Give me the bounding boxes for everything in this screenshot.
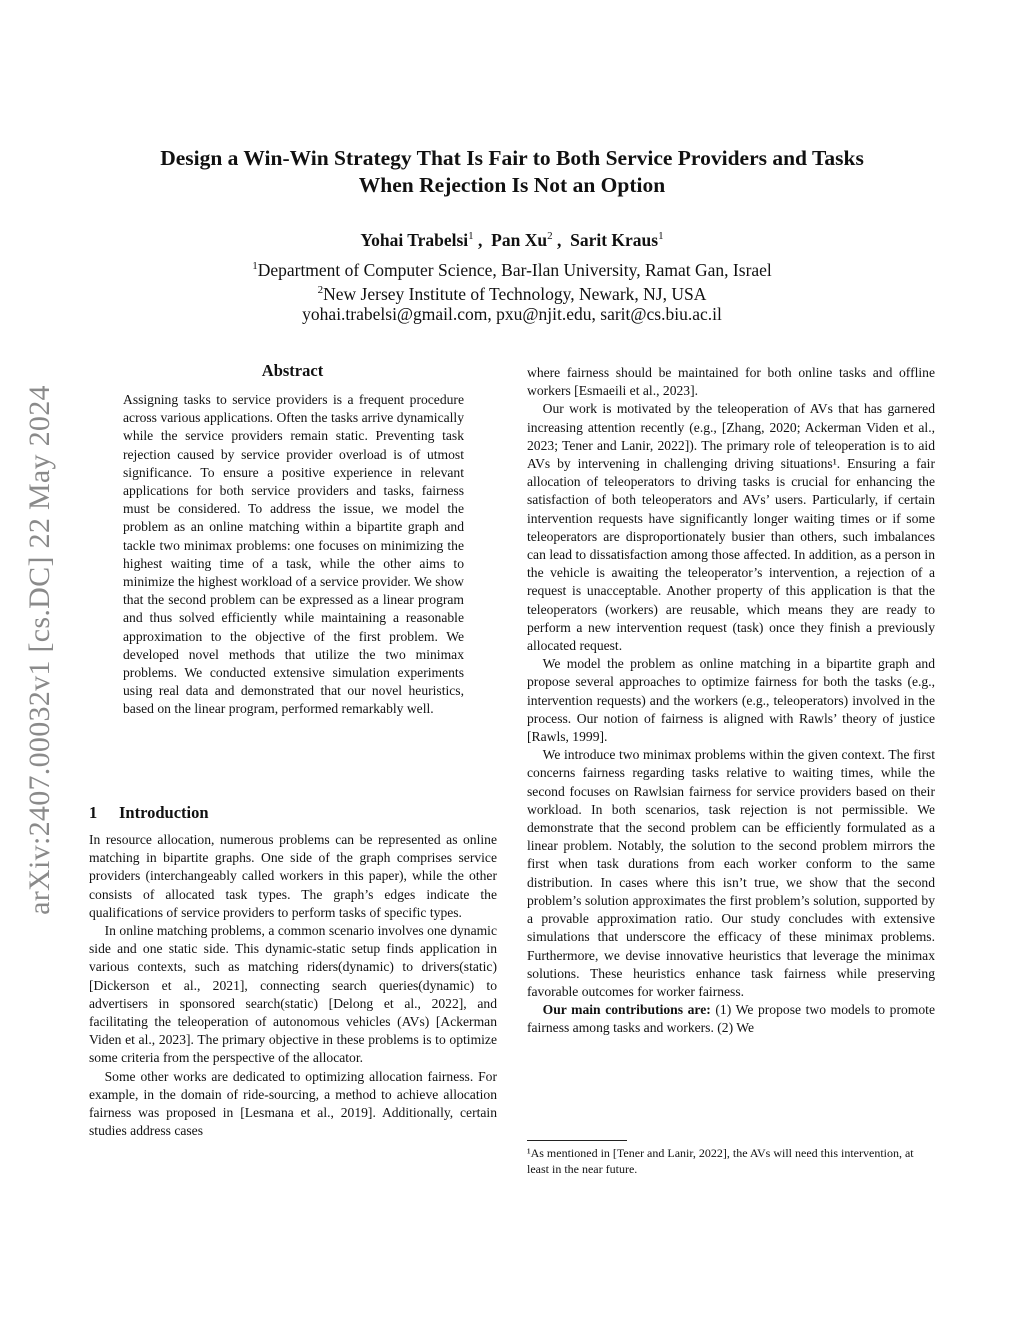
author-name: Pan Xu (491, 229, 548, 250)
abstract-heading: Abstract (261, 361, 324, 380)
title-line-2: When Rejection Is Not an Option (358, 173, 666, 197)
intro-paragraph-3: Some other works are dedicated to optimizing allocation fairness. For example, in the domain of ride-sourcing, a method to achieve allocation fairness was proposed in [Lesmana et al., 2019]. Additionally, certain studies address cases (89, 1068, 497, 1139)
right-paragraph-model: We model the problem as online matching in a bipartite graph and propose several approaches to optimize fairness for both the tasks (e.g., intervention requests) and the workers (e.g., teleoperators) involved in the process. Our notion of fairness is aligned with Rawls’ theory of justice [Rawls, 1999]. (527, 656, 935, 745)
footnote: ¹As mentioned in [Tener and Lanir, 2022], the AVs will need this intervention, at least in the near future. (527, 1146, 914, 1176)
author-list: Yohai Trabelsi$^1$ , Pan Xu$^2$ , Sarit Kraus$^1$ (360, 229, 664, 250)
contributions-text: (1) We propose two models to promote fairness among tasks and workers. (2) We (527, 1002, 935, 1036)
author-affil-mark: 1 (658, 230, 664, 242)
affiliation-mark: 1 (252, 260, 258, 272)
contributions-lead: Our main contributions are: (542, 1002, 711, 1018)
paper-title (100, 145, 924, 199)
right-paragraph-continuation: where fairness should be maintained for both online tasks and offline workers [Esmaeili et al., 2023]. (527, 365, 935, 399)
intro-paragraph-2: In online matching problems, a common scenario involves one dynamic side and one static side. This dynamic-static setup finds application in various contexts, such as matching riders(dynamic) to drivers(static) [Dickerson et al., 2021], connecting search queries(dynamic) to advertisers in sponsored search(static) [Delong et al., 2022], and facilitating the teleoperation of autonomous vehicles (AVs) [Ackerman Viden et al., 2023]. The primary objective in these problems is to optimize some criteria from the perspective of the allocator. (89, 923, 497, 1066)
title-line-1: Design a Win-Win Strategy That Is Fair to Both Service Providers and Tasks (160, 146, 864, 170)
footnote-rule (527, 1140, 627, 1141)
section-number: 1 (89, 803, 98, 822)
arxiv-identifier-text: arXiv:2407.00032v1 [cs.DC] 22 May 2024 (23, 385, 56, 915)
section-title: Introduction (119, 803, 209, 822)
affiliation-mark: 2 (317, 284, 324, 296)
section-heading-introduction (89, 803, 209, 823)
author-affil-mark: 1 (468, 230, 474, 242)
right-paragraph-motivation: Our work is motivated by the teleoperation of AVs that has garnered increasing attention recently (e.g., [Zhang, 2020; Ackerman Viden et al., 2023; Tener and Lanir, 2022]). The primary role of teleoperation is to aid AVs by intervening in challenging driving situations¹. Ensuring a fair allocation of teleoperators to driving tasks is crucial for enhancing the satisfaction of both teleoperators and AVs’ users. Particularly, if certain intervention requests have significantly longer waiting times or if some teleoperators are disproportionately busier than others, such imbalances can lead to dissatisfaction among those affected. In addition, as a person in the vehicle is awaiting the teleoperator’s intervention, a rejection of a request is unacceptable. Another property of this application is that the teleoperators (workers) are reusable, which means they are ready to perform a new intervention request (task) once they finish a previously allocated request. (527, 401, 935, 654)
introduction-body (89, 831, 497, 1140)
right-paragraph-contributions (527, 1001, 935, 1037)
intro-paragraph-1: In resource allocation, numerous problems can be represented as online matching in bipartite graphs. One side of the graph comprises service providers (interchangeably called workers in this paper), while the other consists of allocated task types. The graph’s edges indicate the qualifications of service providers to perform tasks of specific types. (89, 832, 497, 920)
right-paragraph-minimax: We introduce two minimax problems within the given context. The first concerns fairness regarding tasks relative to waiting times, while the second focuses on Rawlsian fairness for service providers based on their workload. In both scenarios, task rejection is not permissible. We demonstrate that the second problem can be efficiently formulated as a linear problem. Notably, the solution to the second problem mirrors the first when task durations from each worker conform to the same distribution. In cases where this isn’t true, we show that the second problem’s solution approximates the first problem’s solution, supported by a provable approximation ratio. Our study concludes with extensive simulations that underscore the efficacy of these minimax problems. Furthermore, we devise innovative heuristics that leverage the minimax solutions. These heuristics enhance task fairness while preserving favorable outcomes for worker fairness. (527, 747, 935, 999)
affiliation-text: Department of Computer Science, Bar-Ilan University, Ramat Gan, Israel (257, 259, 772, 280)
affiliation-text: New Jersey Institute of Technology, Newark, NJ, USA (323, 283, 707, 304)
abstract-paragraph: Assigning tasks to service providers is a frequent procedure across various applications. Often the tasks arrive dynamically while the service providers remain static. Preventing task rejection caused by service provider overload is of utmost significance. To ensure a positive experience in relevant applications for both service providers and tasks, fairness must be considered. To address the issue, we model the problem as an online matching within a bipartite graph and tackle two minimax problems: one focuses on minimizing the highest waiting time of a task, while the other aims to minimize the highest workload of a service provider. We show that the second problem can be expressed as a linear program and thus solved efficiently while maintaining a reasonable approximation to the objective of the first problem. We developed novel methods that utilize the two minimax problems. We conducted extensive simulation experiments using real data and demonstrated that our novel heuristics, based on the linear program, performed remarkably well. (123, 392, 464, 717)
author-affil-mark: 2 (547, 230, 553, 242)
author-emails: yohai.trabelsi@gmail.com, pxu@njit.edu, sarit@cs.biu.ac.il (302, 304, 722, 324)
abstract-body (123, 391, 464, 719)
right-column-body (527, 364, 935, 1038)
author-name: Sarit Kraus (570, 229, 659, 250)
author-name: Yohai Trabelsi (360, 229, 469, 250)
